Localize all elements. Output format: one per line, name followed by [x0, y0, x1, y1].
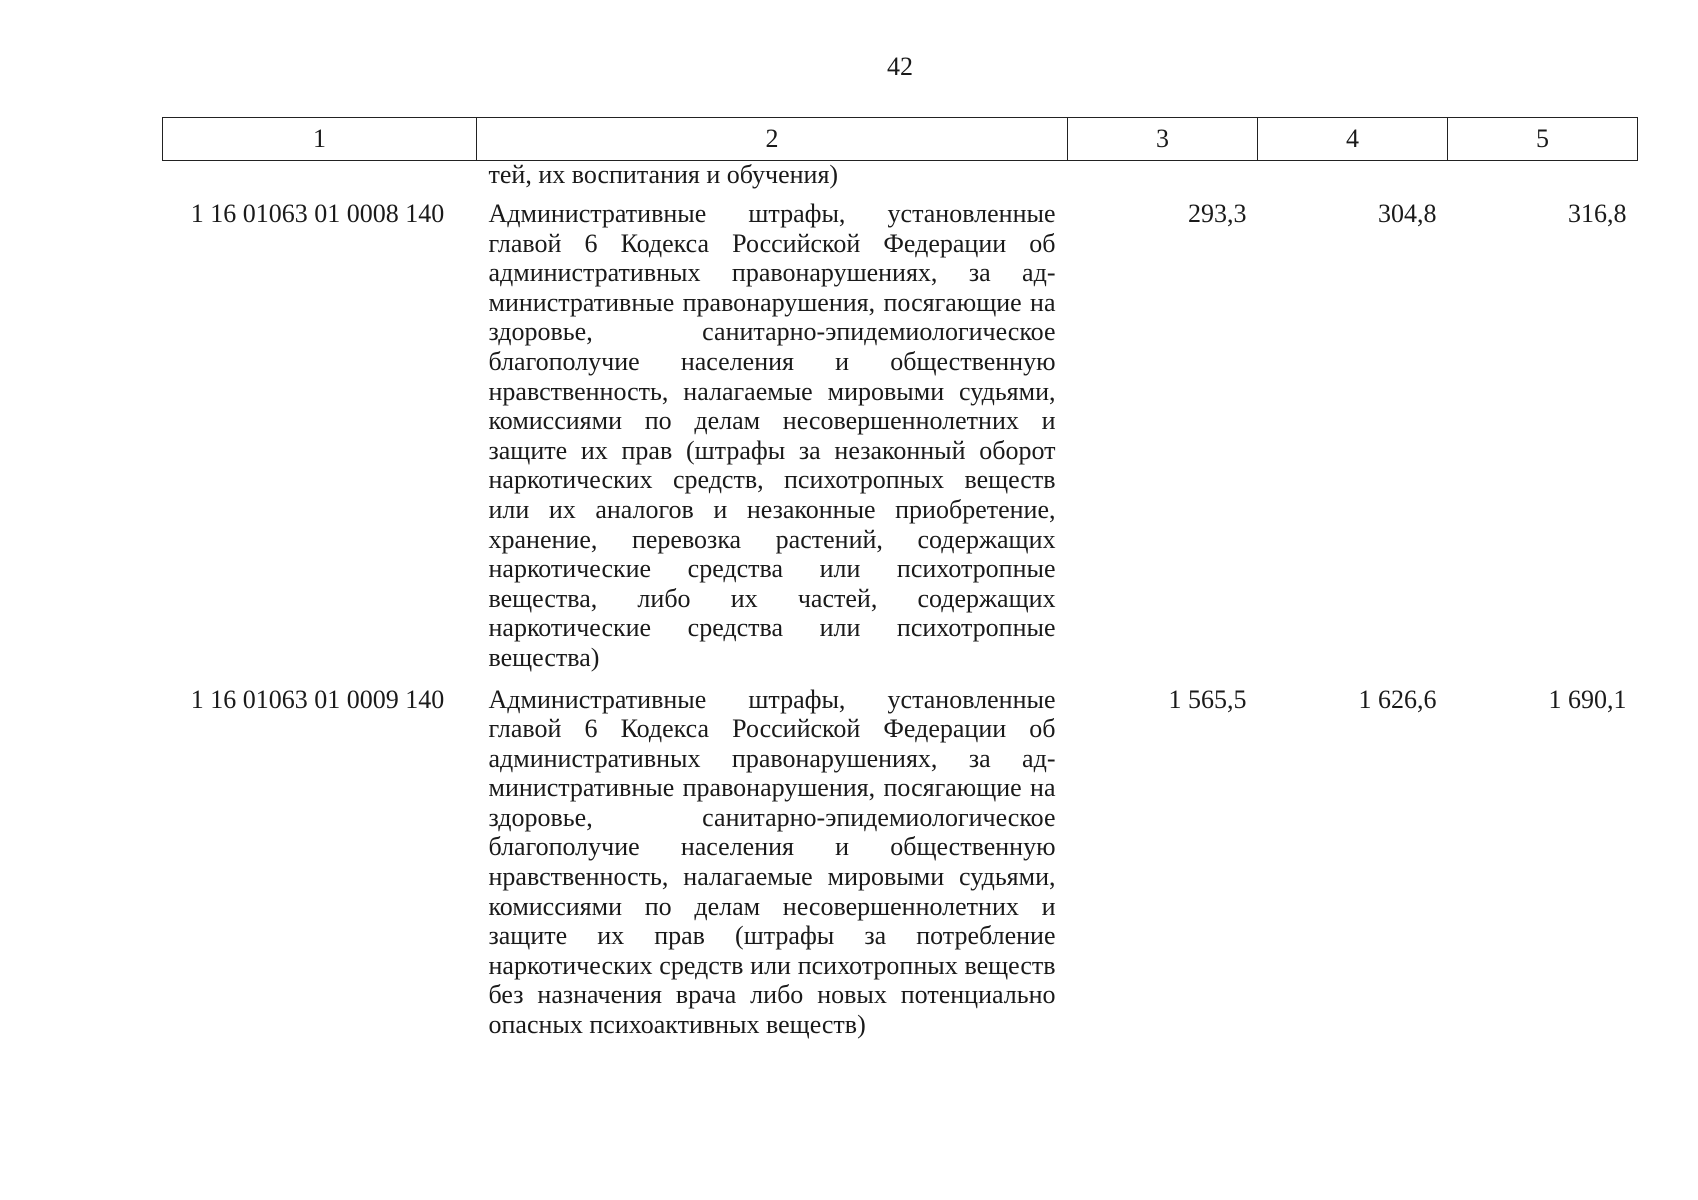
- column-header-5: 5: [1448, 118, 1638, 161]
- revenue-name: Административные штрафы, установленные главой 6 Кодекса Российской Федерации об административных правонарушениях, за административные правонарушения, посягающие на здоровье, санитарно-эпидемиологическое благополучие населения и общественную нравственность, налагаемые мировыми судьями, комиссиями по делам несовершеннолетних и защите их прав (штрафы за незаконный оборот наркотических средств, психотропных веществ или их аналогов и незаконные приобретение, хранение, перевозка растений, содержащих наркотические средства или психотропные вещества, либо их частей, содержащих наркотические средства или психотропные вещества): [488, 199, 1056, 672]
- value-col-4: 304,8: [1378, 199, 1437, 228]
- continuation-code-cell: [163, 161, 477, 190]
- continuation-row: [163, 161, 1638, 190]
- revenue-code: 1 16 01063 01 0009 140: [190, 684, 445, 714]
- header-row: [163, 118, 1638, 161]
- column-header-1: 1: [163, 118, 477, 161]
- page-number: 42: [887, 52, 913, 81]
- value-col-4: 1 626,6: [1358, 684, 1437, 714]
- value-col-5: 1 690,1: [1548, 684, 1627, 714]
- revenue-code: 1 16 01063 01 0008 140: [190, 199, 445, 228]
- column-header-2: 2: [477, 118, 1068, 161]
- table-body: [163, 161, 1638, 1040]
- table-row: [163, 189, 1638, 673]
- value-col-3: 1 565,5: [1168, 684, 1247, 714]
- budget-revenue-table: [162, 117, 1638, 1040]
- value-col-3: 293,3: [1188, 199, 1247, 228]
- continuation-text: тей, их воспитания и обучения): [488, 160, 839, 189]
- table-header: [163, 118, 1638, 161]
- column-header-3: 3: [1068, 118, 1258, 161]
- value-col-5: 316,8: [1568, 199, 1627, 228]
- revenue-name: Административные штрафы, установленные главой 6 Кодекса Российской Федерации об административных правонарушениях, за административные правонарушения, посягающие на здоровье, санитарно-эпидемиологическое благополучие населения и общественную нравственность, налагаемые мировыми судьями, комиссиями по делам несовершеннолетних и защите их прав (штрафы за потребление наркотических средств или психотропных веществ без назначения врача либо новых потенциально опасных психоактивных веществ): [488, 684, 1056, 1040]
- column-header-4: 4: [1258, 118, 1448, 161]
- table-row: [163, 673, 1638, 1040]
